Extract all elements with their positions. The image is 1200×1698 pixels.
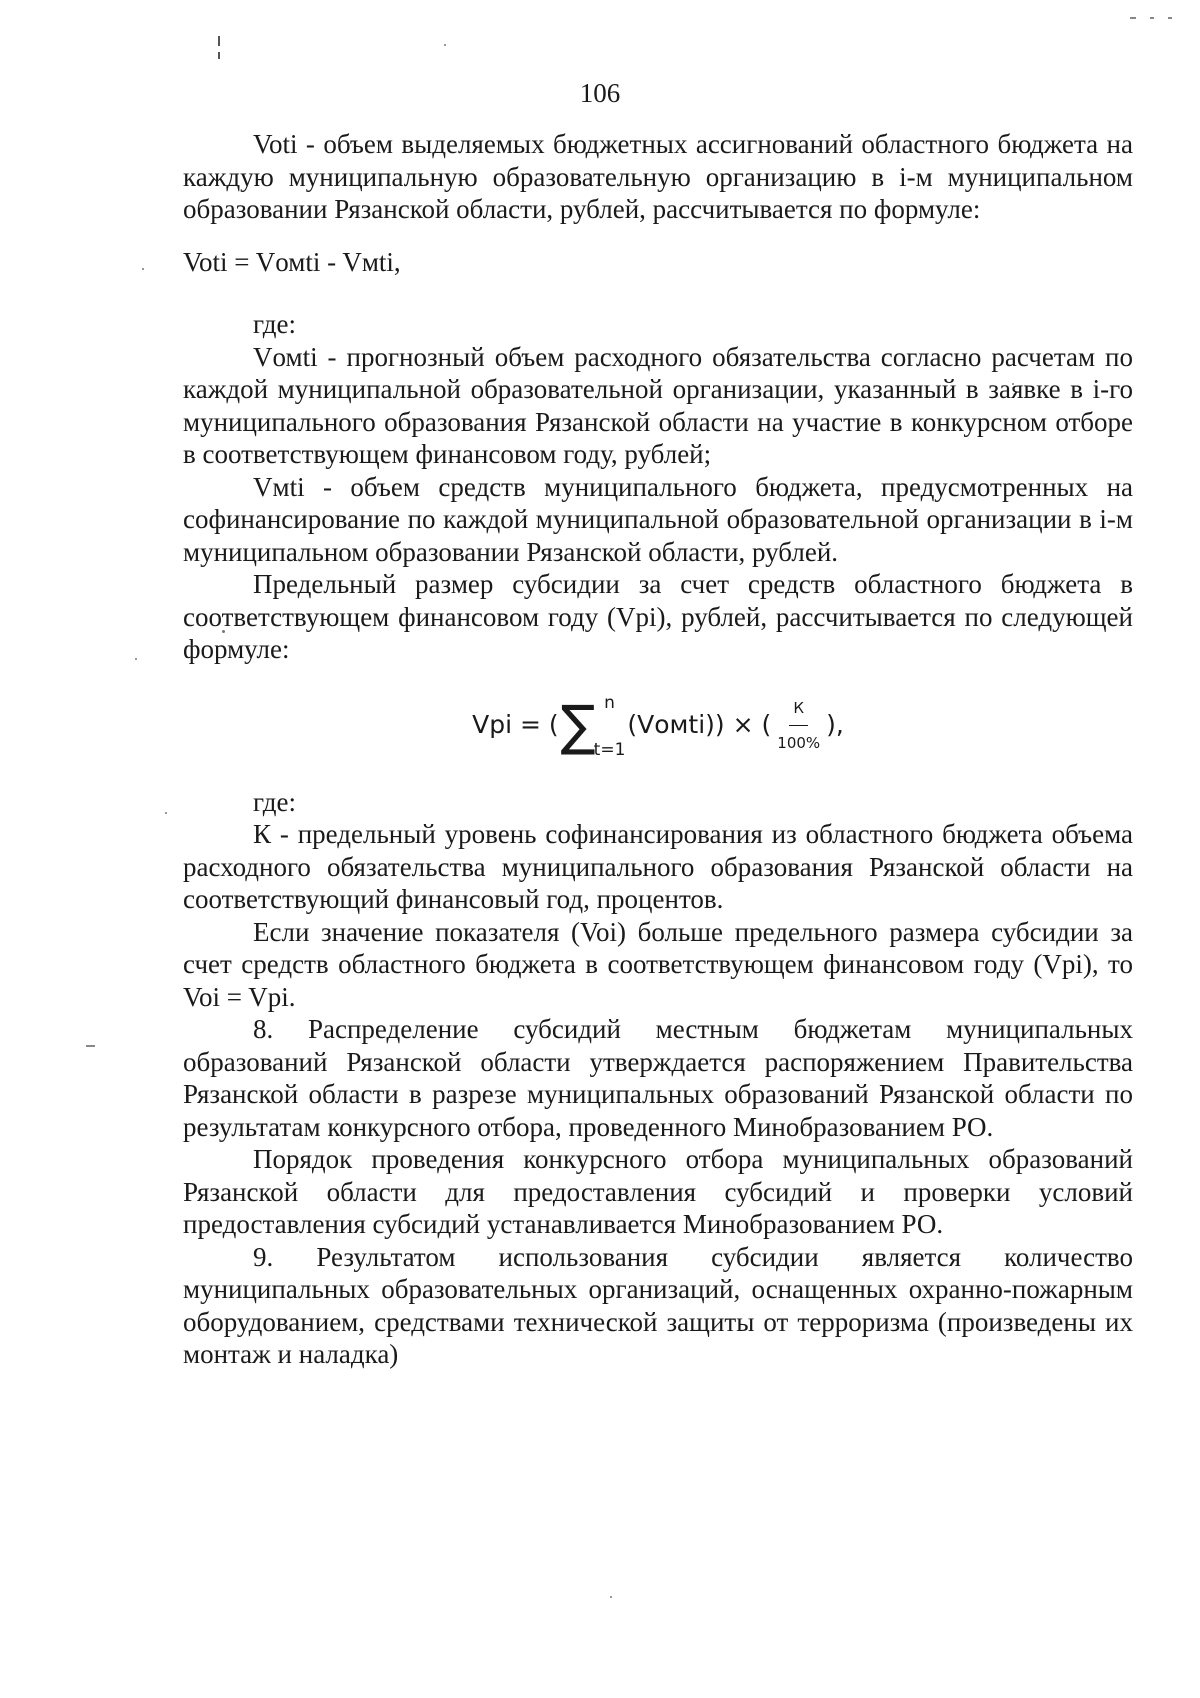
scan-mark xyxy=(218,36,220,46)
fraction-denominator: 100% xyxy=(777,734,821,752)
page-number: 106 xyxy=(579,78,621,108)
summation-upper-limit: n xyxy=(604,692,615,713)
paragraph-vpi-intro: Предельный размер субсидии за счет средств областного бюджета в соответствующем финансовом году (Vpi), рублей, рассчитывается по следующей формуле: xyxy=(183,569,1133,664)
scan-mark xyxy=(1168,17,1172,19)
formula-vpi-expression xyxy=(472,692,844,760)
scan-speck xyxy=(142,268,144,270)
scan-speck xyxy=(444,44,446,46)
scan-mark xyxy=(86,1045,95,1047)
formula-lhs: Vpi = ( xyxy=(472,710,559,740)
where-label: где: xyxy=(253,309,296,339)
scan-speck xyxy=(610,1596,612,1598)
paragraph-voti-definition: Voti - объем выделяемых бюджетных ассигнований областного бюджета на каждую муниципальную образовательную организацию в i-м муниципальном образовании Рязанской области, рублей, рассчитывается по формуле: xyxy=(183,129,1133,224)
paragraph-selection-procedure: Порядок проведения конкурсного отбора муниципальных образований Рязанской области для предоставления субсидий и проверки условий предоставления субсидий устанавливается Минобразованием РО. xyxy=(183,1144,1133,1239)
paragraph-voi-condition: Если значение показателя (Voi) больше предельного размера субсидии за счет средств областного бюджета в соответствующем финансовом году (Vpi), то Voi = Vpi. xyxy=(183,916,1133,1012)
fraction-k-over-100 xyxy=(773,692,824,760)
scan-speck xyxy=(135,658,137,660)
paragraph-k-definition: К - предельный уровень софинансирования из областного бюджета объема расходного обязательства муниципального образования Рязанской области на соответствующий финансовый год, процентов. xyxy=(183,819,1133,914)
formula-vpi xyxy=(183,666,1133,786)
formula-voti: Voti = Vомti - Vмti, xyxy=(183,246,401,277)
paragraph-vomti-definition: Vомti - прогнозный объем расходного обязательства согласно расчетам по каждой муниципальной образовательной организации, указанный в заявке в i-го муниципального образования Рязанской области на участие в конкурсном отборе в соответствующем финансовом году, рублей; xyxy=(183,341,1133,469)
document-body xyxy=(183,128,1133,1371)
paragraph-item-8: 8. Распределение субсидий местным бюджетам муниципальных образований Рязанской области утверждается распоряжением Правительства Рязанской области в разрезе муниципальных образований Рязанской области по результатам конкурсного отбора, проведенного Минобразованием РО. xyxy=(183,1014,1133,1142)
summation-lower-limit: t=1 xyxy=(593,740,626,760)
summation xyxy=(560,692,626,760)
where-label: где: xyxy=(253,786,296,817)
paragraph-vmti-definition: Vмti - объем средств муниципального бюджета, предусмотренных на софинансирование по каждой муниципальной образовательной организации в i-м муниципальном образовании Рязанской области, рублей. xyxy=(183,471,1133,567)
formula-term: (Vомti)) × ( xyxy=(627,710,772,740)
scan-mark xyxy=(1150,17,1154,19)
scan-mark xyxy=(218,52,220,59)
summation-limits xyxy=(593,692,626,760)
scan-speck xyxy=(165,812,167,814)
sigma-symbol: ∑ xyxy=(560,694,596,757)
paragraph-item-9: 9. Результатом использования субсидии является количество муниципальных образовательных организаций, оснащенных охранно-пожарным оборудованием, средствами технической защиты от терроризма (произведены их монтаж и наладка) xyxy=(183,1241,1133,1369)
formula-end: ), xyxy=(826,710,844,740)
scan-mark xyxy=(1130,17,1136,19)
fraction-numerator: К xyxy=(789,692,808,727)
